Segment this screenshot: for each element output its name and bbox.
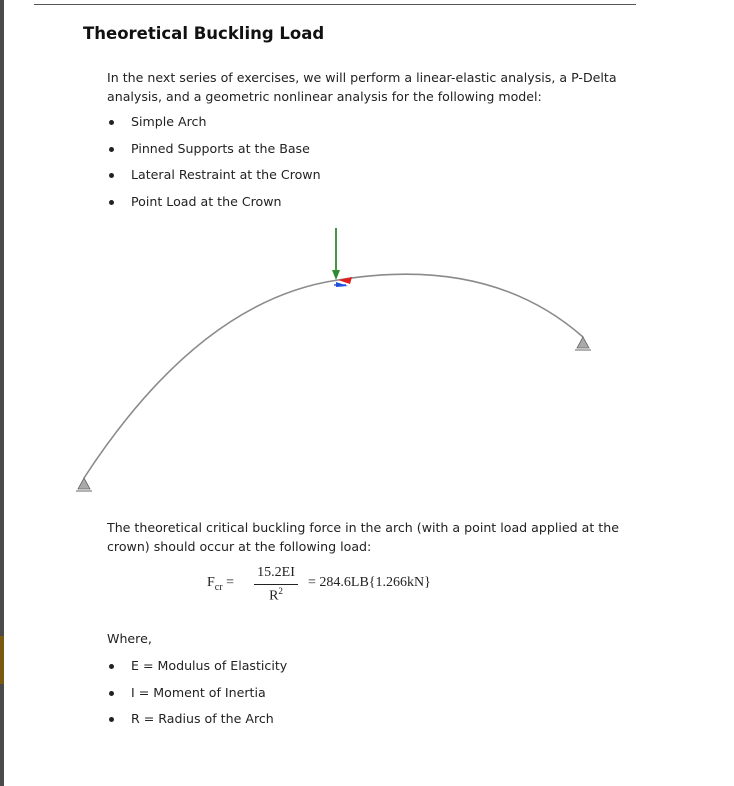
- list-item: R = Radius of the Arch: [107, 710, 287, 737]
- fraction-bar: [254, 584, 298, 585]
- pinned-support-right-icon: [575, 337, 591, 350]
- bullet-icon: [109, 120, 114, 125]
- definitions-list: [107, 657, 287, 737]
- bullet-icon: [109, 717, 114, 722]
- formula-denominator: $R^2$: [269, 586, 283, 604]
- list-item: I = Moment of Inertia: [107, 684, 287, 711]
- window-left-accent: [0, 636, 4, 684]
- critical-load-paragraph: The theoretical critical buckling force in the arch (with a point load applied at the crown) should occur at the following load:: [107, 520, 619, 554]
- intro-paragraph: In the next series of exercises, we will perform a linear-elastic analysis, a P-Delta analysis, and a geometric nonlinear analysis for the following model:: [107, 70, 617, 104]
- bullet-icon: [109, 147, 114, 152]
- list-item: Simple Arch: [107, 113, 321, 140]
- page-title: Theoretical Buckling Load: [83, 24, 325, 43]
- bullet-icon: [109, 691, 114, 696]
- bullet-icon: [109, 173, 114, 178]
- bullet-icon: [109, 664, 114, 669]
- list-item: E = Modulus of Elasticity: [107, 657, 287, 684]
- formula-result: = 284.6LB{1.266kN}: [308, 575, 431, 590]
- where-label: Where,: [107, 631, 152, 646]
- top-divider: [34, 4, 636, 5]
- model-list: [107, 113, 321, 220]
- arch-diagram: [70, 220, 630, 500]
- bullet-icon: [109, 200, 114, 205]
- list-item: Point Load at the Crown: [107, 193, 321, 220]
- pinned-support-left-icon: [76, 478, 92, 491]
- list-item: Lateral Restraint at the Crown: [107, 166, 321, 193]
- arch-curve: [84, 274, 583, 478]
- point-load-arrow-icon: [332, 228, 340, 280]
- formula-lhs: $F_{cr}$ =: [207, 575, 234, 593]
- formula-numerator: 15.2EI: [257, 565, 295, 580]
- list-item: Pinned Supports at the Base: [107, 140, 321, 167]
